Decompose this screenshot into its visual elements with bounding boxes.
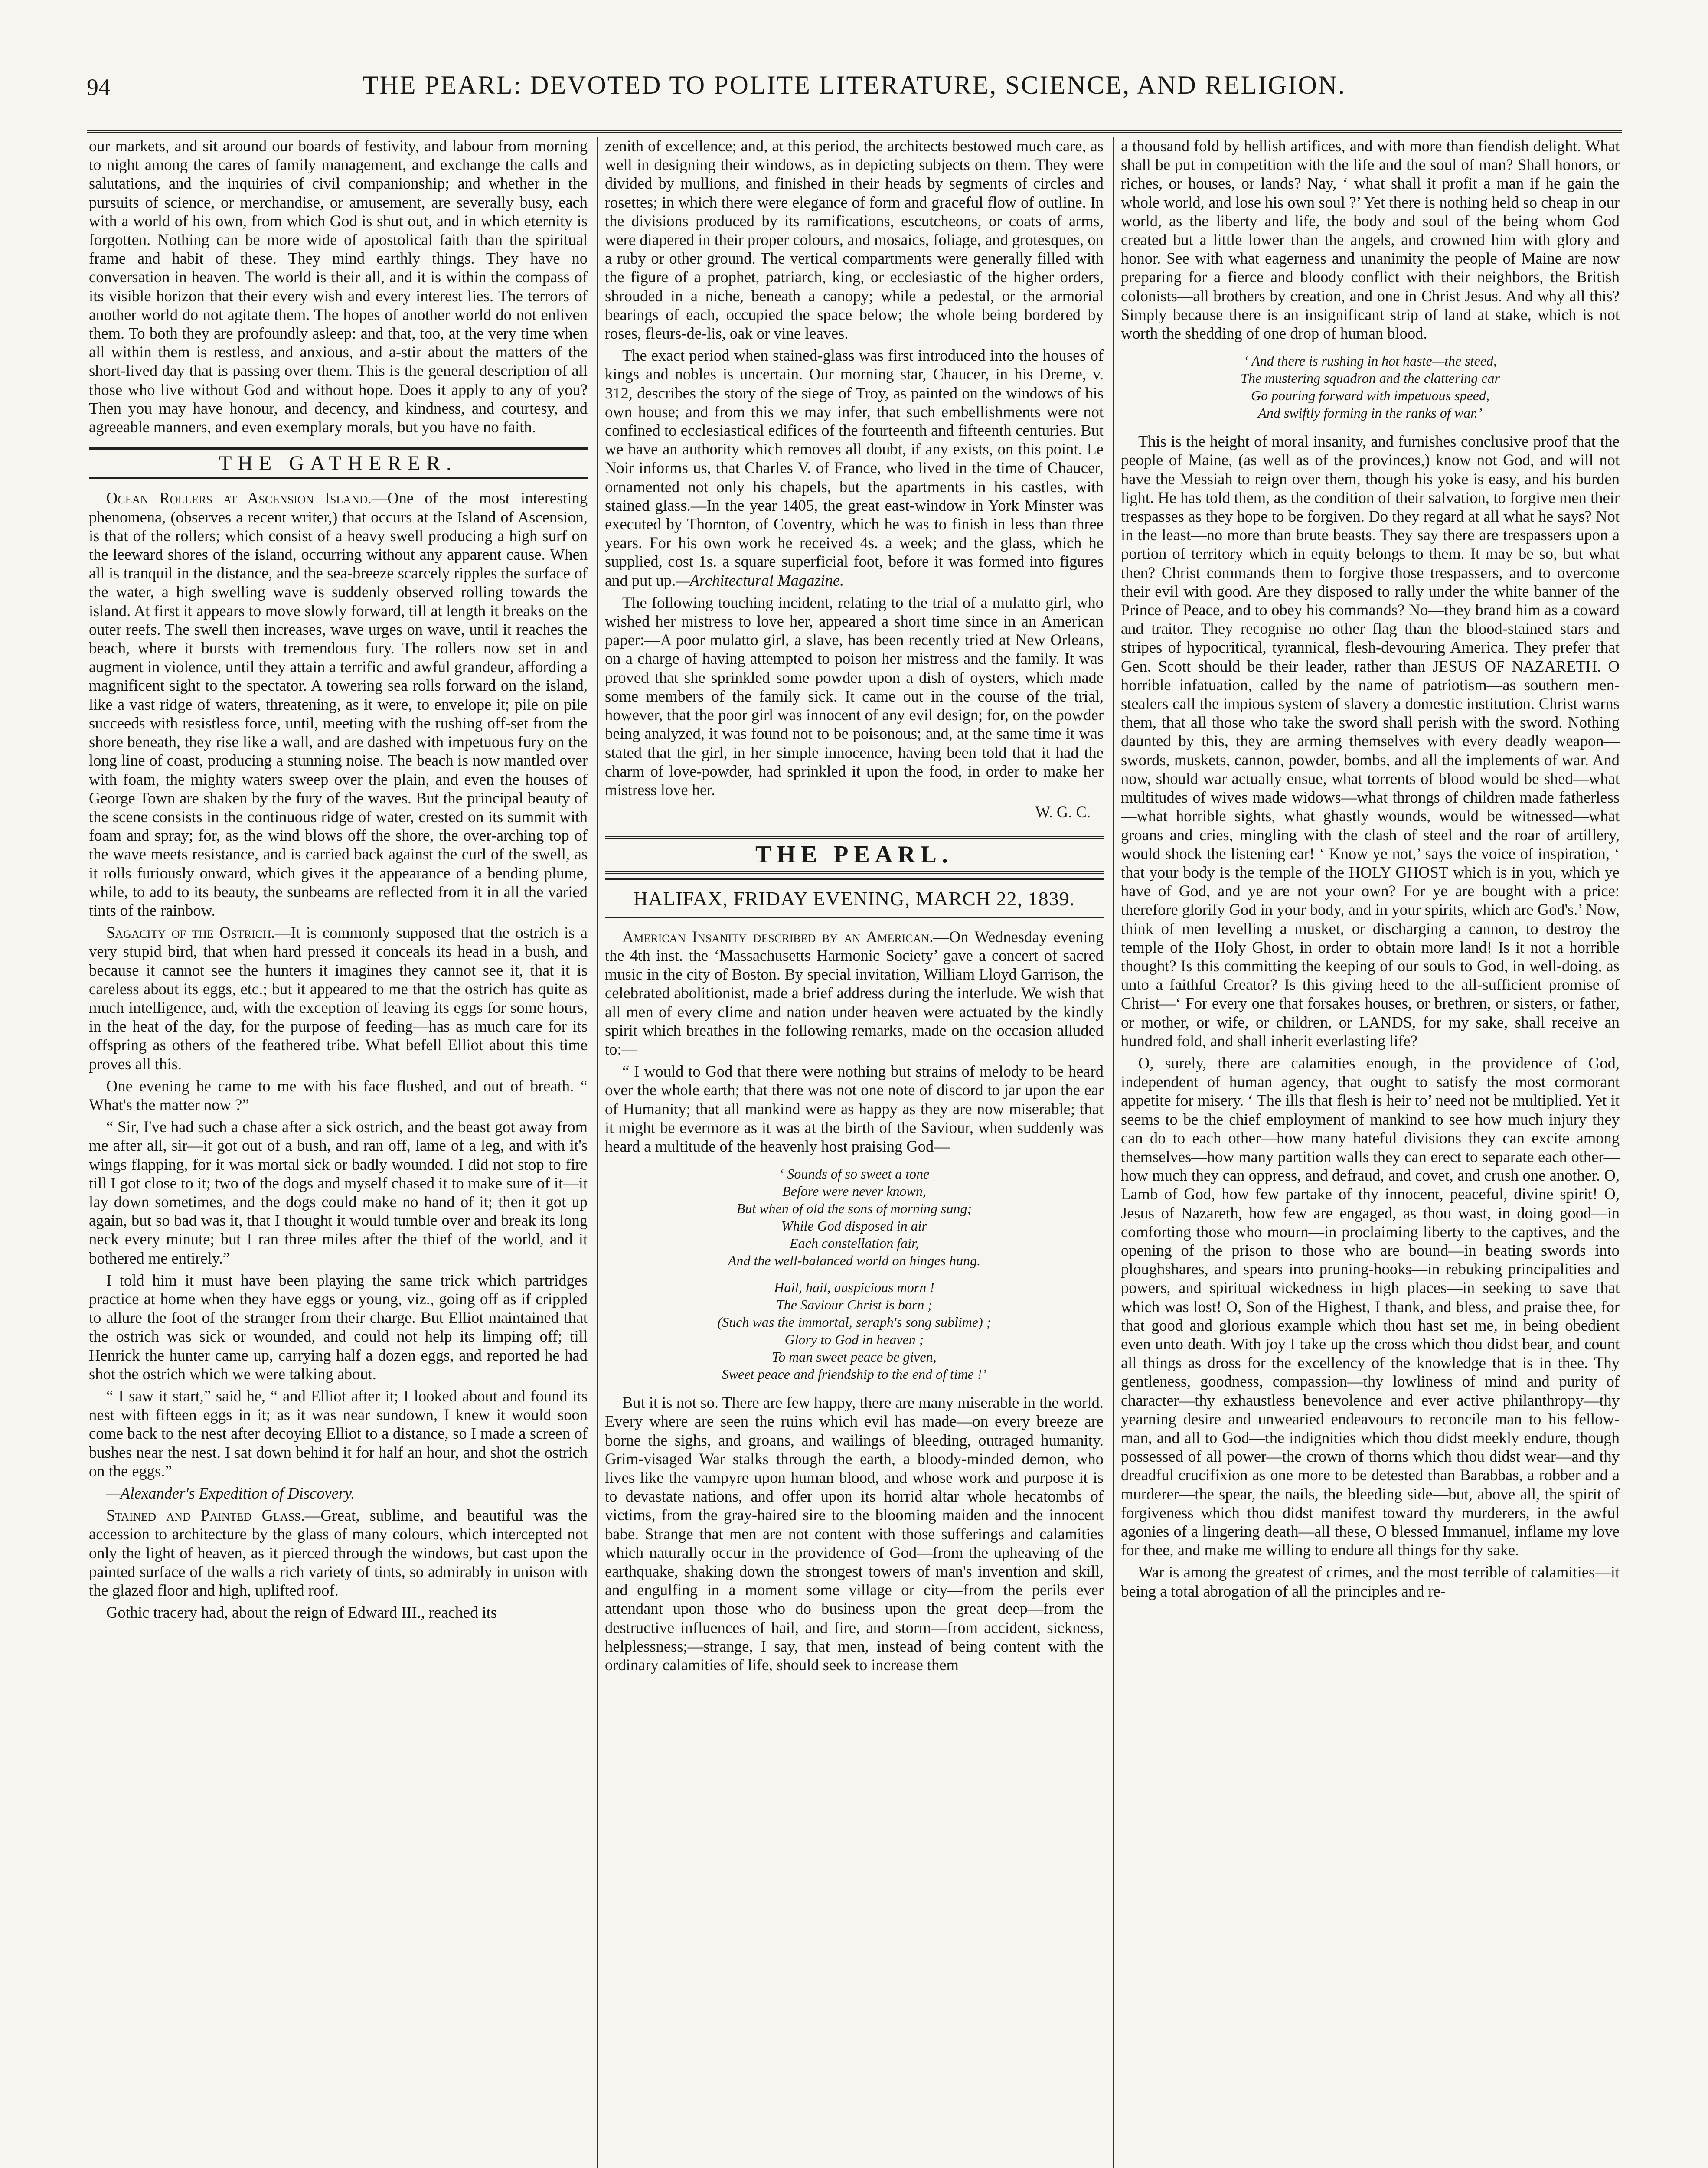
verse-line: Hail, hail, auspicious morn ! <box>774 1280 934 1296</box>
stained-glass-paragraph: The exact period when stained-glass was first introduced into the houses of kings and nobles is uncertain. Our morning star, Chaucer, in his Dreme, v. 312, describes the story of the siege of Troy, as painted on the windows of his own house; and from this we may infer, that such embellishments were not confined to ecclesiastical edifices of the fourteenth and fifteenth centuries. But we have an authority which removes all doubt, if any exists, on this point. Le Noir informs us, that Charles V. of France, who lived in the time of Chaucer, ornamented not only his chapels, but the apartments in his castles, with stained glass.—In the year 1405, the great east-window in York Minster was executed by Thornton, of Coventry, which he was to finish in less than three years. For his own work he received 4s. a week; and the glass, which he supplied, cost 1s. a square superficial foot, before it was formed into figures and put up.—Architectural Magazine. <box>605 346 1104 589</box>
garrison-paragraph: War is among the greatest of crimes, and the most terrible of calamities—it being a total abrogation of all the principles and re- <box>1121 1563 1620 1600</box>
page-number: 94 <box>87 74 110 100</box>
stained-glass-paragraph: Gothic tracery had, about the reign of Edward III., reached its <box>106 1603 497 1622</box>
mulatto-girl-article: The following touching incident, relating to the trial of a mulatto girl, who wished her mistress to love her, appeared a short time since in an American paper:—A poor mulatto girl, a slave, has been recently tried at New Orleans, on a charge of having attempted to poison her mistress and the family. It was proved that she sprinkled some powder upon a dish of oysters, which made some members of the family sick. It came out in the course of the trial, however, that the poor girl was innocent of any evil design; for, on the powder being analyzed, it was found not to be poisonous; and, at the same time it was stated that the girl, in her simple innocence, having been told that it had the charm of love-powder, had sprinkled it upon the food, in order to make her mistress love her. <box>605 593 1104 799</box>
garrison-paragraph: This is the height of moral insanity, and furnishes conclusive proof that the people of Maine, (as well as of the provinces,) know not God, and will not have the Messiah to reign over them, though his yoke is easy, and his burden light. He has told them, as the condition of their salvation, to forgive men their trespasses as they hope to be forgiven. Do they regard at all what he says? Not in the least—no more than brute beasts. They say there are trespassers upon a portion of territory which in equity belongs to them. It may be so, but what then? Christ commands them to forgive those trespassers, and to overcome their evil with good. Are they disposed to rally under the white banner of the Prince of Peace, and to obey his commands? No—they brand him as a coward and traitor. They recognise no other flag than the blood-stained stars and stripes of hypocritical, tyrannical, flesh-devouring America. They prefer that Gen. Scott should be their leader, rather than JESUS OF NAZARETH. O horrible infatuation, called by the name of patriotism—as southern men-stealers call the impious system of slavery a domestic institution. Christ warns them, that all those who take the sword shall perish with the sword. Nothing daunted by this, they are arming themselves with every deadly weapon—swords, muskets, cannon, powder, bombs, and all the implements of war. And now, should war actually ensue, what torrents of blood would be shed—what multitudes of wives made widows—what throngs of children made fatherless—what horrible sights, what ghastly wounds, would be witnessed—what groans and cries, mingling with the clash of steel and the roar of artillery, would shock the listening ear! ‘ Know ye not,’ says the voice of inspiration, ‘ that your body is the temple of the HOLY GHOST which is in you, which ye have of God, and ye are not your own? For ye are bought with a price: therefore glorify God in your body, and in your spirits, which are God's.’ Now, think of men levelling a musket, or discharging a cannon, to destroy the temple of the Holy Ghost, in order to obtain more land! Is it not a horrible thought? Is this committing the keeping of our souls to God, in well-doing, as unto a faithful Creator? Is this giving heed to the all-sufficient promise of Christ—‘ For every one that forsakes houses, or brethren, or sisters, or father, or mother, or wife, or children, or LANDS, for my sake, shall receive an hundred fold, and shall inherit everlasting life? <box>1121 432 1620 1050</box>
column-divider <box>596 137 598 2168</box>
rule <box>605 878 1104 880</box>
article-body: —It is commonly supposed that the ostrich is a very stupid bird, that when hard pressed it conceals its head in a bush, and because it cannot see the hunters it imagines they cannot see it, that it is careless about its eggs, etc.; but it appeared to me that the ostrich has quite as much intelligence, and, with the exception of leaving its eggs for some hours, in the heat of the day, for the purpose of feeding—has as much care for its offspring as others of the feathered tribe. What befell Elliot about this time proves all this. <box>89 924 588 1073</box>
article-heading: Ocean Rollers at Ascension Island. <box>106 489 372 507</box>
header-rule <box>87 130 1622 133</box>
ostrich-source: —Alexander's Expedition of Discovery. <box>106 1484 355 1502</box>
sermon-continuation: our markets, and sit around our boards of festivity, and labour from morning to night among the cares of family management, and exchange the calls and salutations, and the inquiries of civil companionship; and whether in the pursuits of science, or merchandise, or amusement, are severally busy, each with a world of his own, from which God is shut out, and in which eternity is forgotten. Nothing can be more wide of apostolical faith than the spiritual frame and habit of these. They mind earthly things. They have no conversation in heaven. The world is their all, and it is within the compass of its visible horizon that their every wish and every interest lies. The terrors of another world do not agitate them. The hopes of another world do not enliven them. To both they are profoundly asleep: and that, too, at the very time when all within them is restless, and anxious, and a-stir about the matters of the short-lived day that is passing over them. This is the general description of all those who live without God and without hope. Does it apply to any of you? Then you may have honour, and decency, and kindness, and courtesy, and agreeable manners, and even exemplary morals, but you have no faith. <box>89 137 588 436</box>
article-heading: Sagacity of the Ostrich. <box>106 924 275 942</box>
dateline: HALIFAX, FRIDAY EVENING, MARCH 22, 1839. <box>633 887 1075 910</box>
verse-line: But when of old the sons of morning sung; <box>736 1201 972 1217</box>
ostrich-paragraph: I told him it must have been playing the same trick which partridges practice at home when they have eggs or young, viz., going off as if crippled to allure the foot of the stranger from their charge. But Elliot maintained that the ostrich was sick or wounded, and could not help its limping off; till Henrick the hunter came up, carrying half a dozen eggs, and reported he had shot the ostrich which we were talking about. <box>89 1271 588 1383</box>
rule <box>605 917 1104 918</box>
verse-line: (Such was the immortal, seraph's song sublime) ; <box>717 1314 991 1330</box>
left-column <box>89 137 588 2168</box>
masthead-the-pearl: THE PEARL. <box>605 836 1104 874</box>
article-body: —On Wednesday evening the 4th inst. the ‘Massachusetts Harmonic Society’ gave a concert of sacred music in the city of Boston. By special invitation, William Lloyd Garrison, the celebrated abolitionist, made a brief address during the interlude. We wish that all men of every clime and nation under heaven were actuated by the kindly spirit which breathes in the following remarks, made on the occasion alluded to:— <box>605 927 1104 1058</box>
running-title: THE PEARL: DEVOTED TO POLITE LITERATURE, SCIENCE, AND RELIGION. <box>362 71 1346 99</box>
article-body: —Great, sublime, and beautiful was the accession to architecture by the glass of many colours, which intercepted not only the light of heaven, as it pierced through the windows, but cast upon the painted surface of the walls a rich variety of tints, so admirably in unison with the glazed floor and high, uplifted roof. <box>89 1506 588 1600</box>
garrison-paragraph: But it is not so. There are few happy, there are many miserable in the world. Every where are seen the ruins which evil has made—on every breeze are borne the sighs, and groans, and wailings of bleeding, outraged humanity. Grim-visaged War stalks through the earth, a bloody-minded demon, who lives like the vampyre upon human blood, and whose work and purpose it is to devastate nations, and offer upon its horrid altar whole hecatombs of victims, from the gray-haired sire to the blooming maiden and the innocent babe. Strange that men are not content with those sufferings and calamities which naturally occur in the providence of God—from the upheaving of the earthquake, shaking down the strongest towers of man's invention and skill, and engulfing in a moment some village or city—from the perils ever attendant upon those who do business upon the great deep—from the destructive influences of hail, and fire, and storm—from accident, sickness, helplessness;—strange, I say, that men, instead of being content with the ordinary calamities of life, should seek to increase them <box>605 1394 1104 1674</box>
verse-line: To man sweet peace be given, <box>772 1349 937 1365</box>
verse-line: Each constellation fair, <box>790 1235 919 1251</box>
ocean-rollers-article <box>89 489 588 920</box>
ostrich-paragraph: One evening he came to me with his face flushed, and out of breath. “ What's the matter now ?” <box>89 1077 588 1113</box>
middle-column <box>605 137 1104 2168</box>
garrison-quote: “ I would to God that there were nothing but strains of melody to be heard over the whole earth; that there was not one note of discord to jar upon the ear of Humanity; that all mankind were as happy as they are now miserable; that it might be evermore as it was at the birth of the Saviour, when suddenly was heard a multitude of the heavenly host praising God— <box>605 1062 1104 1155</box>
gatherer-banner: THE GATHERER. <box>89 447 588 479</box>
hymn-verse <box>605 1165 1104 1383</box>
stained-glass-article <box>89 1506 588 1600</box>
poem-verse <box>1121 352 1620 421</box>
stanza-break <box>605 1269 1104 1279</box>
verse-line: Go pouring forward with impetuous speed, <box>1251 388 1489 404</box>
ostrich-paragraph: “ I saw it start,” said he, “ and Elliot after it; I looked about and found its nest with fifteen eggs in it; as it was near sundown, I knew it would soon come back to the nest after decoying Elliot to a distance, so I made a screen of bushes near the nest. I sat down behind it for half an hour, and shot the ostrich on the eggs.” <box>89 1387 588 1480</box>
garrison-paragraph: O, surely, there are calamities enough, in the providence of God, independent of human agency, that ought to satisfy the most cormorant appetite for misery. ‘ The ills that flesh is heir to’ need not be multiplied. Yet it seems to be the chief employment of mankind to see how much injury they can do to each other—how many hateful divisions they can excite among themselves—how many partition walls they can erect to separate each other—how much they can oppress, and defraud, and covet, and crush one another. O, Lamb of God, how few partake of thy innocent, peaceful, divine spirit! O, Jesus of Nazareth, how few are engaged, as thou wast, in doing good—in comforting those who mourn—in proclaiming liberty to the captives, and the opening of the prison to those who are bound—in beating swords into ploughshares, and spears into pruning-hooks—in rebuking principalities and powers, and spiritual wickedness in high places—in seeking to save that which was lost! O, Son of the Highest, I thank, and bless, and praise thee, for that good and glorious example which thou hast set me, in being obedient even unto death. With joy I take up the cross which thou didst bear, and count all things as dross for the excellency of the knowledge that is in thee. Thy gentleness, goodness, compassion—thy lowliness of mind and purity of character—thy exhaustless benevolence and ever active philanthropy—thy yearning desire and unwearied endeavours to reconcile man to his fellow-man, and all to God—the indignities which thou didst meekly endure, though possessed of all power—the crown of thorns which thou didst wear—and thy dreadful crucifixion as one more to be detested than Barabbas, a robber and a murderer—the spear, the nails, the bleeding side—but, above all, the spirit of forgiveness which thou didst manifest toward thy murderers, in the awful agonies of a lingering death—all these, O blessed Immanuel, inflame my love for thee, and make me willing to endure all things for thy sake. <box>1121 1054 1620 1559</box>
article-signature: W. G. C. <box>1035 803 1091 821</box>
right-column <box>1121 137 1620 2168</box>
garrison-continuation: a thousand fold by hellish artifices, and with more than fiendish delight. What shall be put in competition with the life and the soul of man? Shall honors, or riches, or houses, or lands? Nay, ‘ what shall it profit a man if he gain the whole world, and lose his own soul ?’ Yet there is nothing held so cheap in our world, as the liberty and life, the body and soul of the being whom God created but a little lower than the angels, and crowned him with glory and honor. See with what eagerness and unanimity the people of Maine are now preparing for a fierce and bloody conflict with their neighbors, the British colonists—all brothers by creation, and one in Christ Jesus. And why all this? Simply because there is an insignificant strip of land at stake, which is not worth the shedding of one drop of human blood. <box>1121 137 1620 343</box>
article-heading: Stained and Painted Glass. <box>106 1506 305 1525</box>
verse-line: While God disposed in air <box>781 1218 927 1234</box>
ostrich-article <box>89 923 588 1073</box>
article-heading: American Insanity described by an American. <box>622 927 934 946</box>
verse-line: And the well-balanced world on hinges hung. <box>728 1253 981 1269</box>
ostrich-paragraph: “ Sir, I've had such a chase after a sick ostrich, and the beast got away from me after all, sir—it got out of a bush, and ran off, lame of a leg, and with it's wings flapping, for it was mortal sick or badly wounded. I did not stop to fire till I got close to it; two of the dogs and myself chased it to make sure of it—it lay down sometimes, and the dogs could make no hand of it; then it got up again, but so bad was it, that I thought it would tumble over and break its long neck every minute; but I ran three miles after the thief of the world, and it bothered me entirely.” <box>89 1118 588 1267</box>
verse-line: Before were never known, <box>782 1183 926 1199</box>
page-header <box>87 65 1622 113</box>
american-insanity-article <box>605 927 1104 1058</box>
verse-line: ‘ And there is rushing in hot haste—the steed, <box>1244 353 1497 369</box>
column-divider <box>1112 137 1114 2168</box>
article-source: —Architectural Magazine. <box>676 571 844 589</box>
verse-line: ‘ Sounds of so sweet a tone <box>779 1166 930 1182</box>
verse-line: The Saviour Christ is born ; <box>776 1297 933 1313</box>
article-body: —One of the most interesting phenomena, (observes a recent writer,) that occurs at the Island of Ascension, is that of the rollers; which consist of a heavy swell producing a high surf on the leeward shores of the island, occurring without any apparent cause. When all is tranquil in the distance, and the sea-breeze scarcely ripples the surface of the water, a high swelling wave is suddenly observed rolling towards the island. At first it appears to move slowly forward, till at length it breaks on the outer reefs. The swell then increases, wave urges on wave, until it reaches the beach, where it bursts with tremendous fury. The rollers now set in and augment in violence, until they attain a terrific and awful grandeur, affording a magnificent sight to the spectator. A towering sea rolls forward on the island, like a vast ridge of waters, threatening, as it were, to envelope it; pile on pile succeeds with resistless force, until, meeting with the rushing off-set from the shore beneath, they rise like a wall, and are dashed with impetuous fury on the long line of coast, producing a stunning noise. The beach is now mantled over with foam, the mighty waters sweep over the plain, and even the houses of George Town are shaken by the fury of the waves. But the principal beauty of the scene consists in the continuous ridge of water, crested on its summit with foam and spray; for, as the wind blows off the shore, the over-arching top of the wave meets resistance, and is carried back against the curl of the swell, as it rolls furiously onward, which gives it the appearance of a bending plume, while, to add to its beauty, the sunbeams are reflected from it in all the varied tints of the rainbow. <box>89 489 588 919</box>
verse-line: The mustering squadron and the clattering car <box>1241 370 1500 386</box>
verse-line: Sweet peace and friendship to the end of time !’ <box>722 1366 987 1382</box>
verse-line: Glory to God in heaven ; <box>784 1332 924 1348</box>
verse-line: And swiftly forming in the ranks of war.’ <box>1258 405 1483 421</box>
stained-glass-continuation: zenith of excellence; and, at this period, the architects bestowed much care, as well in designing their windows, as in depicting subjects on them. They were divided by mullions, and finished in their heads by segments of circles and rosettes; in which there were elegance of form and graceful flow of outline. In the divisions produced by its ramifications, escutcheons, or coats of arms, were diapered in their proper colours, and mosaics, foliage, and grotesques, on a ruby or other ground. The vertical compartments were generally filled with the figure of a prophet, patriarch, king, or ecclesiastic of the higher orders, shrouded in a niche, beneath a canopy; while a pedestal, or the armorial bearings of each, occupied the space below; the whole being bordered by roses, fleurs-de-lis, oak or vine leaves. <box>605 137 1104 343</box>
